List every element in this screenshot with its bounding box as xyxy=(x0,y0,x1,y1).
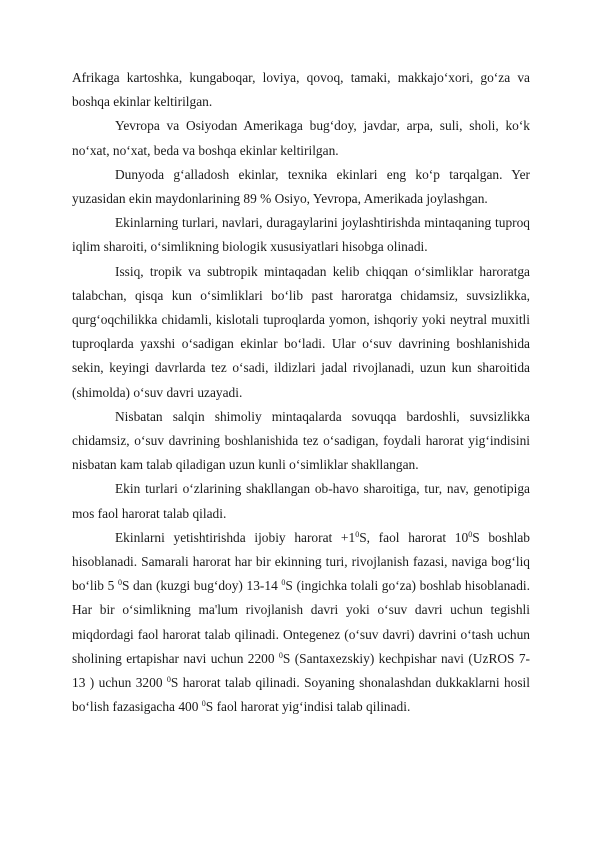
text-segment: S boshlab hisoblanadi. Samarali harorat har bir ekinning turi, rivojlanish fazasi, naviga bog‘liq bo‘lib 5 xyxy=(72,529,531,594)
paragraph: Nisbatan salqin shimoliy mintaqalarda sovuqqa bardoshli, suvsizlikka chidamsiz, o‘suv davrining boshlanishida tez o‘sadigan, foydali harorat yig‘indisini nisbatan kam talab qiladigan uzun kunli o‘simliklar shakllangan. xyxy=(72,408,530,473)
degree-mark: 0 xyxy=(281,578,286,588)
body-text xyxy=(72,66,530,719)
paragraph: Afrikaga kartoshka, kungaboqar, loviya, qovoq, tamaki, makkajo‘xori, go‘za va boshqa ekinlar keltirilgan. xyxy=(72,70,530,110)
text-segment: S harorat talab qilinadi. Soyaning shonalashdan dukkaklarni hosil bo‘lish fazasigacha 400 xyxy=(72,675,530,715)
text-segment: S, faol harorat 10 xyxy=(359,529,469,545)
paragraph: Yevropa va Osiyodan Amerikaga bug‘doy, javdar, arpa, suli, sholi, ko‘k no‘xat, no‘xat, beda va boshqa ekinlar keltirilgan. xyxy=(72,118,530,158)
paragraph-temperature xyxy=(72,526,530,720)
paragraph: Ekin turlari o‘zlarining shakllangan ob-havo sharoitiga, tur, nav, genotipiga mos faol harorat talab qiladi. xyxy=(72,481,530,521)
text-segment: S (Santaxezskiy) kechpishar navi (UzROS 7-13 ) uchun 3200 xyxy=(72,650,530,691)
text-segment: S (ingichka tolali go‘za) boshlab hisoblanadi. Har bir o‘simlikning ma'lum rivojlanish davri yoki o‘suv davri uchun tegishli miqdordagi faol harorat talab qilinadi. Ontegenez (o‘suv davri) davrini o‘tash uchun sholining ertapishar navi uchun 2200 xyxy=(72,578,530,666)
degree-mark: 0 xyxy=(166,675,171,685)
paragraph: Dunyoda g‘alladosh ekinlar, texnika ekinlari eng ko‘p tarqalgan. Yer yuzasidan ekin maydonlarining 89 % Osiyo, Yevropa, Amerikada joylashgan. xyxy=(72,166,530,207)
degree-mark: 0 xyxy=(201,699,206,709)
degree-mark: 0 xyxy=(468,529,473,539)
degree-mark: 0 xyxy=(355,529,360,539)
paragraph: Ekinlarning turlari, navlari, duragaylarini joylashtirishda mintaqaning tuproq iqlim sharoiti, o‘simlikning biologik xususiyatlari hisobga olinadi. xyxy=(72,215,530,255)
text-segment: S faol harorat yig‘indisi talab qilinadi. xyxy=(205,699,411,715)
degree-mark: 0 xyxy=(278,650,283,660)
text-segment: S dan (kuzgi bug‘doy) 13-14 xyxy=(121,578,282,594)
paragraph: Issiq, tropik va subtropik mintaqadan kelib chiqqan o‘simliklar haroratga talabchan, qisqa kun o‘simliklari bo‘lib past haroratga chidamsiz, suvsizlikka, qurg‘oqchilikka chidamli, kislotali tuproqlarda yomon, ishqoriy yoki neytral muxitli tuproqlarda yaxshi o‘sadigan ekinlar bo‘ladi. Ular o‘suv davrining boshlanishida sekin, keyingi davrlarda tez o‘sadi, ildizlari jadal rivojlanadi, uzun kun sharoitida (shimolda) o‘suv davri uzayadi. xyxy=(72,263,530,400)
text-segment: Ekinlarni yetishtirishda ijobiy harorat +1 xyxy=(115,529,356,545)
degree-mark: 0 xyxy=(117,578,122,588)
